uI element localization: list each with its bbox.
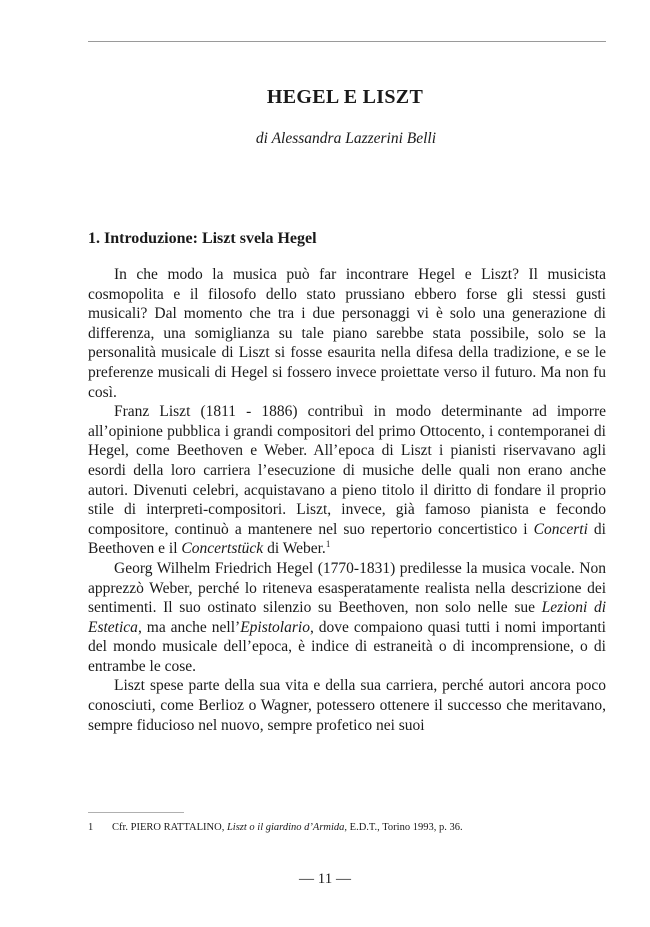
page-number: — 11 — <box>299 871 351 887</box>
footnote-reference[interactable]: 1 <box>325 539 331 550</box>
section-heading: 1. Introduzione: Liszt svela Hegel <box>88 230 317 247</box>
footnote-rule <box>88 812 184 813</box>
body-text <box>88 265 606 735</box>
header-rule <box>88 41 606 42</box>
paragraph-4: Liszt spese parte della sua vita e della sua carriera, perché autori ancora poco conosciuti, come Berlioz o Wagner, potessero ottenere il successo che meritavano, sempre fiducioso nel nuovo, sempre profetico nei suoi <box>88 677 606 734</box>
author-byline: di Alessandra Lazzerini Belli <box>255 130 437 147</box>
paragraph-3: Georg Wilhelm Friedrich Hegel (1770-1831) predilesse la musica vocale. Non apprezzò Weber, perché lo riteneva esasperatamente realista nella descrizione dei sentimenti. Il suo ostinato silenzio su Beethoven, non solo nelle sue Lezioni di Estetica, ma anche nell’Epistolario, dove compaiono quasi tutti i nomi importanti del mondo musicale dell’epoca, è indice di estraneità o di incomprensione, o di entrambe le cose. <box>88 559 607 675</box>
paragraph-2: Franz Liszt (1811 - 1886) contribuì in modo determinante ad imporre all’opinione pubblica i grandi compositori del primo Ottocento, i contemporanei di Hegel, come Beethoven e Weber. All’epoca di Liszt i pianisti riservavano agli esordi della loro carriera l’esecuzione di musiche delle quali non erano anche autori. Divenuti celebri, acquistavano a pieno titolo il diritto di fondare il proprio stile di interpreti-compositori. Liszt, invece, già famoso pianista e fecondo compositore, continuò a mantenere nel suo repertorio concertistico i Concerti di Beethoven e il Concertstück di Weber.$^1$ <box>88 403 606 558</box>
paragraph-1: In che modo la musica può far incontrare Hegel e Liszt? Il musicista cosmopolita e il filosofo dello stato prussiano ebbero forse gli stessi gusti musicali? Dal momento che tra i due personaggi vi è solo una generazione di differenza, una somiglianza su tale piano sarebbe stata possibile, solo se la personalità musicale di Liszt si fosse esaurita nella difesa della tradizione, e se le preferenze musicali di Hegel si fossero invece proiettate verso il futuro. Ma non fu così. <box>88 266 606 401</box>
footnote: 1 Cfr. PIERO RATTALINO, Liszt o il giardino d’Armida, E.D.T., Torino 1993, p. 36. <box>88 822 463 833</box>
chapter-title: HEGEL E LISZT <box>266 86 424 108</box>
footnote-number: 1 <box>88 822 94 833</box>
